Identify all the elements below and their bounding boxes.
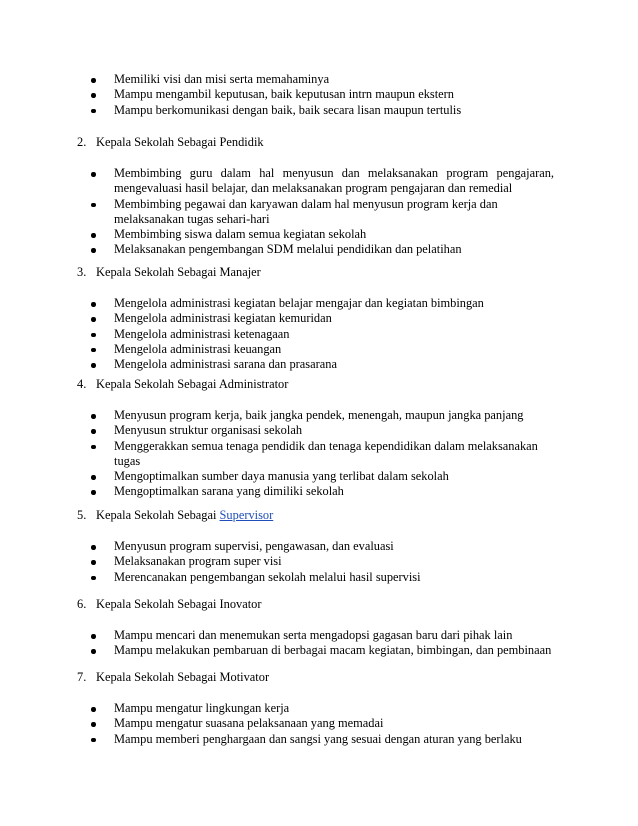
list-item	[0, 570, 638, 585]
list-item-text: Menyusun program kerja, baik jangka pendek, menengah, maupun jangka panjang	[114, 408, 524, 422]
section-title: Kepala Sekolah Sebagai Inovator	[96, 597, 262, 611]
bullet-icon	[91, 348, 96, 353]
list-item	[0, 227, 638, 242]
list-item-text: Mengelola administrasi keuangan	[114, 341, 282, 356]
bullet-icon	[91, 203, 96, 208]
bullet-icon	[91, 445, 96, 450]
bullet-icon	[91, 649, 96, 654]
section-heading	[0, 134, 638, 150]
bullet-icon	[91, 302, 96, 307]
list-item-text: Mengoptimalkan sumber daya manusia yang terlibat dalam sekolah	[114, 469, 449, 484]
list-item-text: Merencanakan pengembangan sekolah melalui hasil supervisi	[114, 569, 421, 584]
intro-section	[0, 72, 638, 118]
bullet-icon	[91, 475, 96, 480]
list-item-text: Menyusun program supervisi, pengawasan, dan evaluasi	[114, 539, 394, 553]
list-item-text: Mampu memberi penghargaan dan sangsi yang sesuai dengan aturan yang berlaku	[114, 731, 522, 746]
section-manajer	[0, 264, 638, 372]
list-item	[0, 539, 638, 554]
list-item	[0, 701, 638, 716]
list-item	[0, 311, 638, 326]
section-number: 6.	[77, 597, 87, 611]
bullet-icon	[91, 109, 96, 114]
list-item-text: Mampu mengatur lingkungan kerja	[114, 701, 290, 715]
list-item	[0, 87, 638, 102]
list-item-text: Membimbing siswa dalam semua kegiatan sekolah	[114, 227, 367, 242]
list-item	[0, 554, 638, 569]
list-item-text: Mengelola administrasi kegiatan kemuridan	[114, 311, 332, 326]
section-title: Kepala Sekolah Sebagai Motivator	[96, 670, 270, 684]
section-administrator	[0, 376, 638, 500]
list-item	[0, 423, 638, 438]
list-item	[0, 439, 638, 470]
section-bullet-list	[0, 296, 638, 372]
section-bullet-list	[0, 701, 638, 747]
list-item	[0, 197, 638, 228]
section-bullet-list	[0, 166, 638, 258]
list-item	[0, 357, 638, 372]
section-inovator	[0, 596, 638, 659]
list-item-text: Mengelola administrasi ketenagaan	[114, 326, 290, 341]
list-item	[0, 242, 638, 257]
list-item	[0, 484, 638, 499]
bullet-icon	[91, 93, 96, 98]
list-item	[0, 103, 638, 118]
bullet-icon	[91, 233, 96, 238]
bullet-icon	[91, 172, 96, 177]
list-item-text: Mampu mengambil keputusan, baik keputusan intrn maupun ekstern	[114, 87, 454, 102]
list-item	[0, 296, 638, 311]
bullet-icon	[91, 490, 96, 495]
list-item-text: Mampu mencari dan menemukan serta mengadopsi gagasan baru dari pihak lain	[114, 628, 513, 642]
section-number: 3.	[77, 265, 87, 279]
list-item	[0, 342, 638, 357]
section-title: Kepala Sekolah Sebagai Pendidik	[96, 135, 264, 149]
section-bullet-list	[0, 408, 638, 500]
section-heading	[0, 376, 638, 392]
list-item-text: Melaksanakan program super visi	[114, 554, 282, 569]
section-heading	[0, 669, 638, 685]
bullet-icon	[91, 363, 96, 368]
bullet-icon	[91, 738, 96, 743]
bullet-icon	[91, 560, 96, 565]
section-title	[96, 507, 273, 523]
list-item	[0, 166, 638, 197]
list-item-text: Membimbing pegawai dan karyawan dalam hal menyusun program kerja dan melaksanakan tugas sehari-hari	[114, 196, 498, 226]
section-bullet-list	[0, 628, 638, 659]
bullet-icon	[91, 429, 96, 434]
section-heading	[0, 596, 638, 612]
list-item-text: Melaksanakan pengembangan SDM melalui pendidikan dan pelatihan	[114, 242, 462, 257]
supervisor-link[interactable]: Supervisor	[219, 508, 274, 522]
list-item	[0, 643, 638, 658]
bullet-icon	[91, 414, 96, 419]
section-title-text: Kepala Sekolah Sebagai	[96, 508, 220, 522]
list-item-text: Menggerakkan semua tenaga pendidik dan tenaga kependidikan dalam melaksanakan tugas	[114, 438, 538, 468]
section-number: 5.	[77, 508, 87, 522]
section-heading	[0, 264, 638, 280]
list-item-text: Mampu berkomunikasi dengan baik, baik secara lisan maupun tertulis	[114, 102, 462, 117]
list-item	[0, 716, 638, 731]
list-item	[0, 72, 638, 87]
section-motivator	[0, 669, 638, 747]
section-supervisor	[0, 507, 638, 585]
bullet-icon	[91, 722, 96, 727]
section-number: 2.	[77, 135, 87, 149]
list-item-text: Mampu melakukan pembaruan di berbagai macam kegiatan, bimbingan, dan pembinaan	[114, 643, 552, 658]
bullet-icon	[91, 333, 96, 338]
section-pendidik	[0, 134, 638, 258]
bullet-icon	[91, 545, 96, 550]
section-number: 7.	[77, 670, 87, 684]
list-item	[0, 469, 638, 484]
section-number: 4.	[77, 377, 87, 391]
list-item	[0, 327, 638, 342]
list-item-text: Mengelola administrasi kegiatan belajar mengajar dan kegiatan bimbingan	[114, 296, 484, 310]
list-item-text: Mengoptimalkan sarana yang dimiliki sekolah	[114, 484, 344, 499]
list-item	[0, 408, 638, 423]
intro-bullet-list	[0, 72, 638, 118]
bullet-icon	[91, 317, 96, 322]
bullet-icon	[91, 248, 96, 253]
section-heading	[0, 507, 638, 523]
section-title: Kepala Sekolah Sebagai Administrator	[96, 377, 289, 391]
bullet-icon	[91, 78, 96, 83]
section-title: Kepala Sekolah Sebagai Manajer	[96, 265, 261, 279]
list-item-text: Membimbing guru dalam hal menyusun dan melaksanakan program pengajaran, mengevaluasi hasil belajar, dan melaksanakan program pengajaran dan remedial	[114, 166, 554, 196]
list-item-text: Mengelola administrasi sarana dan prasarana	[114, 357, 337, 372]
bullet-icon	[91, 576, 96, 581]
list-item-text: Mampu mengatur suasana pelaksanaan yang memadai	[114, 716, 384, 731]
list-item	[0, 628, 638, 643]
list-item-text: Memiliki visi dan misi serta memahaminya	[114, 72, 330, 86]
bullet-icon	[91, 634, 96, 639]
bullet-icon	[91, 707, 96, 712]
list-item	[0, 732, 638, 747]
list-item-text: Menyusun struktur organisasi sekolah	[114, 423, 303, 438]
section-bullet-list	[0, 539, 638, 585]
